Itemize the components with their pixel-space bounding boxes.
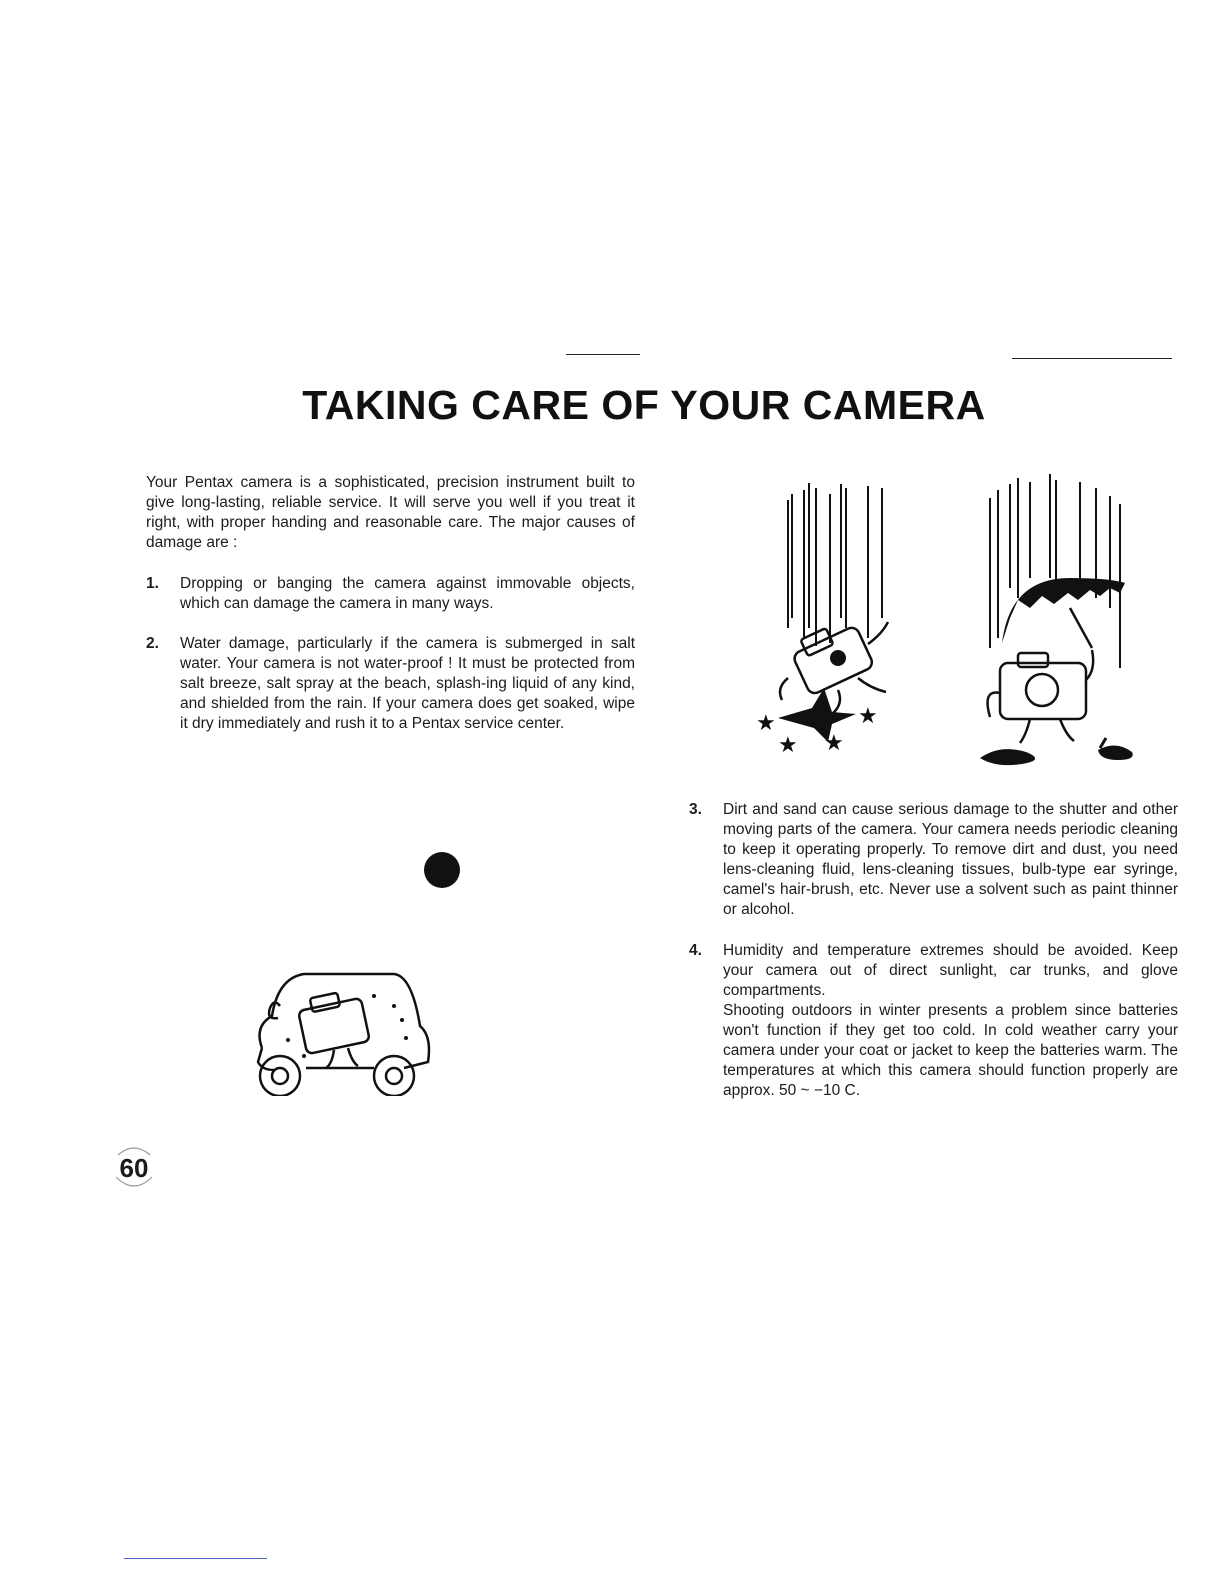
- svg-text:★: ★: [858, 704, 878, 729]
- svg-text:★: ★: [756, 711, 776, 736]
- page-title: TAKING CARE OF YOUR CAMERA: [302, 382, 986, 428]
- page-number-text: 60: [119, 1153, 149, 1183]
- item-text: Dirt and sand can cause serious damage to the shutter and other moving parts of the camera. Your camera needs periodic cleaning to keep it operating properly. To remove dirt and dust, you need lens-cleaning fluid, lens-cleaning tissues, bulb-type ear syringe, camel's hair-brush, etc. Never use a solvent such as paint thinner or alcohol.: [723, 801, 1178, 918]
- item-number: 4.: [689, 942, 702, 959]
- umbrella-rain-illustration: [950, 468, 1150, 768]
- item-text: Water damage, particularly if the camera is submerged in salt water. Your camera is not water-proof ! It must be protected from salt breeze, salt spray at the beach, splash-ing liquid of any kind, and shielded from the rain. If your camera does get soaked, wipe it dry immediately and rush it to a Pentax service center.: [180, 635, 635, 732]
- dropped-camera-illustration: [748, 478, 908, 758]
- intro-paragraph: Your Pentax camera is a sophisticated, precision instrument built to give long-lasting, reliable service. It will serve you well if you treat it right, with proper handing and reasonable care. The major causes of damage are :: [146, 474, 635, 551]
- svg-text:★: ★: [778, 733, 798, 758]
- black-dot-mark: [424, 852, 460, 888]
- camera-in-hot-car-illustration: [244, 966, 444, 1096]
- page-number-circle: [110, 1143, 158, 1193]
- item-number: 2.: [146, 635, 159, 652]
- top-rule-right: [1012, 358, 1172, 359]
- item-text: Humidity and temperature extremes should be avoided. Keep your camera out of direct sunlight, car trunks, and glove compartments.: [723, 942, 1178, 999]
- top-rule-short: [566, 354, 640, 355]
- svg-text:★: ★: [824, 731, 844, 756]
- item-text: Shooting outdoors in winter presents a problem since batteries won't function if they get too cold. In cold weather carry your camera under your coat or jacket to keep the batteries warm. The temperatures at which this camera should function properly are approx. 50 ~ −10 C.: [723, 1002, 1178, 1099]
- item-number: 3.: [689, 801, 702, 818]
- bottom-rule: [124, 1558, 267, 1559]
- page-number: [114, 1143, 154, 1193]
- item-number: 1.: [146, 575, 159, 592]
- item-text: Dropping or banging the camera against immovable objects, which can damage the camera in many ways.: [180, 575, 635, 612]
